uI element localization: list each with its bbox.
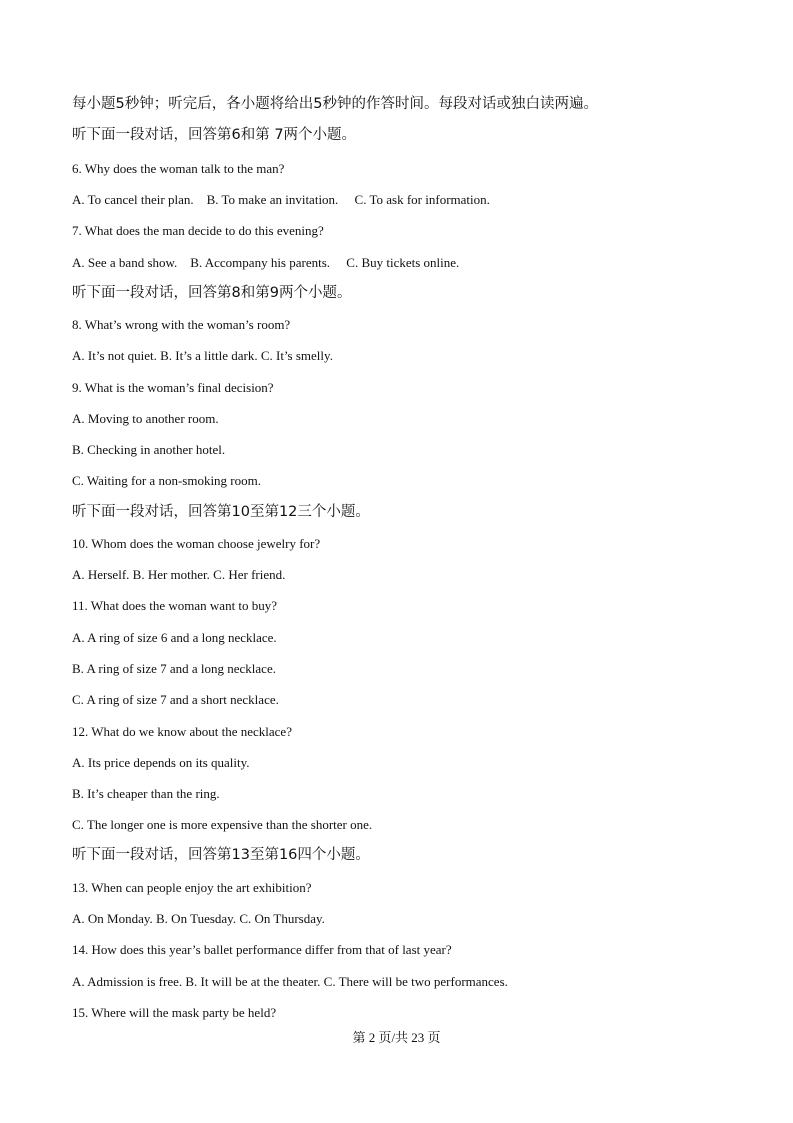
question-9: 9. What is the woman’s final decision? bbox=[72, 380, 274, 395]
option-9a: A. Moving to another room. bbox=[72, 411, 219, 426]
option-11a: A. A ring of size 6 and a long necklace. bbox=[72, 630, 277, 645]
section-heading-q6-7: 听下面一段对话，回答第6和第 7两个小题。 bbox=[72, 127, 357, 143]
page-footer: 第 2 页/共 23 页 bbox=[352, 1030, 441, 1045]
section-heading-q8-9: 听下面一段对话，回答第8和第9两个小题。 bbox=[72, 285, 352, 301]
instruction-text: 每小题5秒钟；听完后，各小题将给出5秒钟的作答时间。每段对话或独白读两遍。 bbox=[72, 96, 598, 112]
option-11c: C. A ring of size 7 and a short necklace. bbox=[72, 692, 279, 707]
question-10: 10. Whom does the woman choose jewelry for? bbox=[72, 536, 321, 551]
option-9b: B. Checking in another hotel. bbox=[72, 442, 226, 457]
question-12: 12. What do we know about the necklace? bbox=[72, 724, 292, 739]
question-13: 13. When can people enjoy the art exhibition? bbox=[72, 880, 312, 895]
question-11: 11. What does the woman want to buy? bbox=[72, 598, 278, 613]
section-heading-q10-12: 听下面一段对话，回答第10至第12三个小题。 bbox=[72, 504, 370, 520]
options-7: A. See a band show. B. Accompany his parents. C. Buy tickets online. bbox=[72, 255, 460, 270]
options-13: A. On Monday. B. On Tuesday. C. On Thursday. bbox=[72, 911, 325, 926]
question-6: 6. Why does the woman talk to the man? bbox=[72, 161, 285, 176]
question-15: 15. Where will the mask party be held? bbox=[72, 1005, 277, 1020]
option-12c: C. The longer one is more expensive than the shorter one. bbox=[72, 817, 373, 832]
options-14: A. Admission is free. B. It will be at the theater. C. There will be two performances. bbox=[72, 974, 508, 989]
section-heading-q13-16: 听下面一段对话，回答第13至第16四个小题。 bbox=[72, 847, 370, 863]
options-8: A. It’s not quiet. B. It’s a little dark. C. It’s smelly. bbox=[72, 348, 333, 363]
option-12a: A. Its price depends on its quality. bbox=[72, 755, 250, 770]
option-9c: C. Waiting for a non-smoking room. bbox=[72, 473, 262, 488]
question-8: 8. What’s wrong with the woman’s room? bbox=[72, 317, 291, 332]
option-12b: B. It’s cheaper than the ring. bbox=[72, 786, 220, 801]
options-6: A. To cancel their plan. B. To make an invitation. C. To ask for information. bbox=[72, 192, 490, 207]
question-14: 14. How does this year’s ballet performance differ from that of last year? bbox=[72, 942, 452, 957]
options-10: A. Herself. B. Her mother. C. Her friend. bbox=[72, 567, 286, 582]
option-11b: B. A ring of size 7 and a long necklace. bbox=[72, 661, 276, 676]
question-7: 7. What does the man decide to do this evening? bbox=[72, 223, 324, 238]
